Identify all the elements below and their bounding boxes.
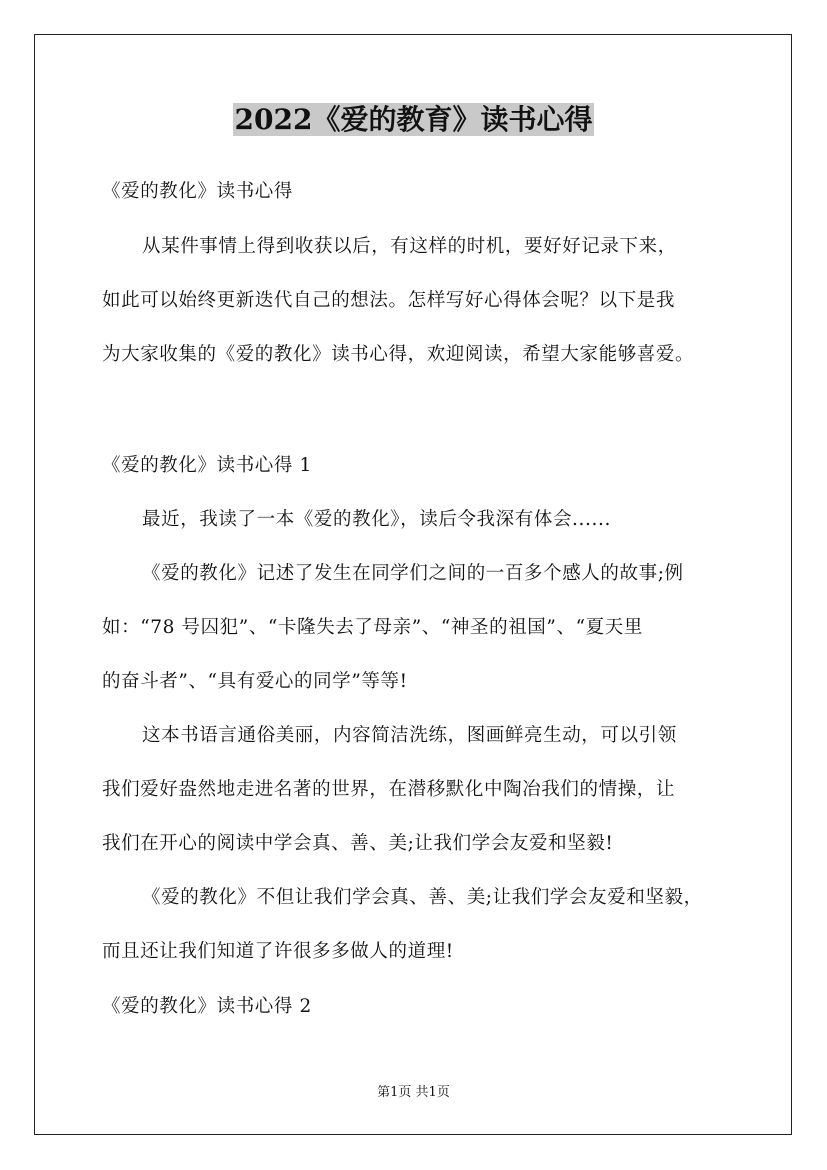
paragraph-line: 的奋斗者”、“具有爱心的同学”等等!	[102, 671, 408, 692]
paragraph-line: 《爱的教化》记述了发生在同学们之间的一百多个感人的故事;例	[142, 563, 684, 584]
paragraph-line: 如此可以始终更新迭代自己的想法。怎样写好心得体会呢？以下是我	[102, 290, 676, 311]
paragraph-line: 这本书语言通俗美丽，内容简洁洗练，图画鲜亮生动，可以引领	[142, 725, 677, 746]
document-title	[0, 100, 827, 140]
section-heading: 《爱的教化》读书心得 1	[102, 455, 312, 476]
page-number-footer: 第1页 共1页	[377, 1085, 450, 1100]
section-heading: 《爱的教化》读书心得 2	[102, 996, 312, 1017]
paragraph-line: 为大家收集的《爱的教化》读书心得，欢迎阅读，希望大家能够喜爱。	[102, 344, 695, 365]
paragraph-line: 最近，我读了一本《爱的教化》，读后令我深有体会......	[142, 509, 611, 530]
section-heading: 《爱的教化》读书心得	[102, 181, 294, 202]
document-title-text: 2022《爱的教育》读书心得	[234, 103, 593, 136]
paragraph-line: 我们爱好盎然地走进名著的世界，在潜移默化中陶冶我们的情操，让	[102, 779, 676, 800]
paragraph-line: 而且还让我们知道了许很多多做人的道理!	[102, 941, 454, 962]
paragraph-line: 我们在开心的阅读中学会真、善、美;让我们学会友爱和坚毅!	[102, 833, 614, 854]
paragraph-line: 如：“78 号囚犯”、“卡隆失去了母亲”、“神圣的祖国”、“夏天里	[102, 617, 643, 638]
paragraph-line: 《爱的教化》不但让我们学会真、善、美;让我们学会友爱和坚毅，	[142, 887, 703, 908]
paragraph-line: 从某件事情上得到收获以后，有这样的时机，要好好记录下来，	[142, 236, 677, 257]
